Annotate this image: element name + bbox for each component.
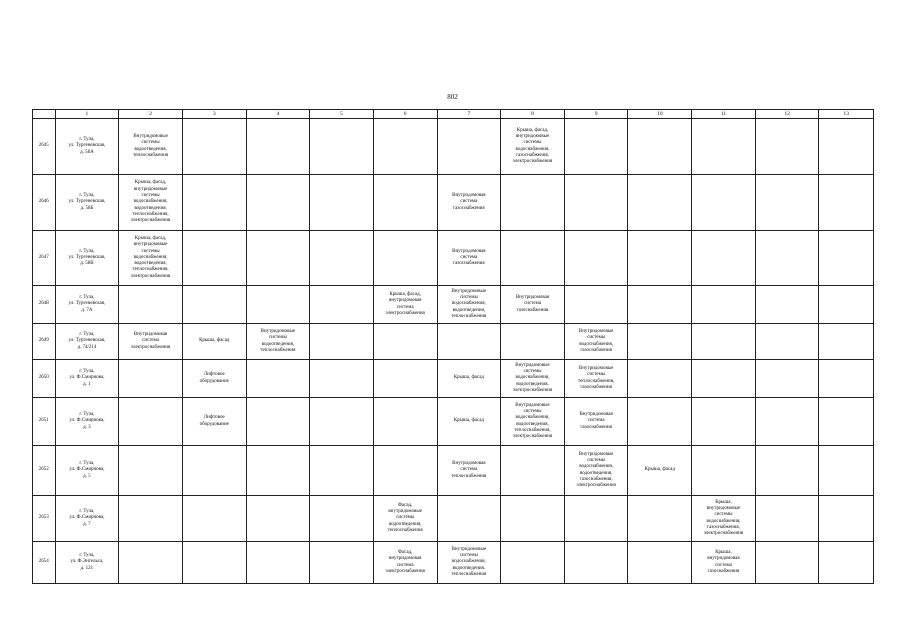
table-row bbox=[33, 175, 874, 231]
table-row bbox=[33, 286, 874, 324]
works-cell bbox=[501, 175, 565, 231]
works-cell bbox=[310, 360, 374, 398]
column-header: 9 bbox=[564, 110, 628, 119]
works-cell: Внутридомовая система газоснабжения bbox=[564, 398, 628, 446]
works-cell bbox=[182, 231, 246, 286]
page-number: 802 bbox=[447, 93, 458, 101]
works-cell: Внутридомовая система теплоснабжения bbox=[437, 446, 501, 496]
works-cell bbox=[755, 175, 819, 231]
works-cell bbox=[246, 496, 310, 542]
table-row bbox=[33, 360, 874, 398]
column-header: 1 bbox=[55, 110, 119, 119]
works-cell bbox=[692, 360, 756, 398]
works-cell bbox=[819, 542, 874, 584]
works-cell bbox=[119, 398, 183, 446]
address-cell: г. Тула, ул. Тургеневская, д. 58В bbox=[55, 231, 119, 286]
column-header: 7 bbox=[437, 110, 501, 119]
address-cell: г. Тула, ул. Тургеневская, д. 74/214 bbox=[55, 324, 119, 360]
works-cell bbox=[692, 231, 756, 286]
column-header: 5 bbox=[310, 110, 374, 119]
works-cell bbox=[182, 119, 246, 175]
works-cell bbox=[246, 542, 310, 584]
works-cell bbox=[692, 398, 756, 446]
works-cell: Фасад, внутридомовые системы водоотведения, теплоснабжения bbox=[373, 496, 437, 542]
works-cell bbox=[373, 446, 437, 496]
header-row bbox=[33, 110, 874, 119]
works-cell bbox=[437, 324, 501, 360]
works-cell: Внутридомовые системы водоснабжения, водоотведения, теплоснабжения bbox=[437, 286, 501, 324]
works-cell bbox=[310, 286, 374, 324]
row-number-cell: 2648 bbox=[33, 286, 56, 324]
works-cell bbox=[755, 398, 819, 446]
works-cell bbox=[246, 231, 310, 286]
works-cell: Крыша, внутридомовые системы водоснабжения, газоснабжения, электроснабжения bbox=[692, 496, 756, 542]
works-cell bbox=[310, 324, 374, 360]
works-cell: Лифтовое оборудование bbox=[182, 360, 246, 398]
column-header: 6 bbox=[373, 110, 437, 119]
works-cell: Крыша, фасад, внутридомовая система электроснабжения bbox=[373, 286, 437, 324]
works-cell: Крыша, фасад bbox=[182, 324, 246, 360]
works-cell bbox=[755, 542, 819, 584]
works-cell bbox=[819, 231, 874, 286]
works-cell: Внутридомовые системы теплоснабжения, газоснабжения bbox=[564, 360, 628, 398]
works-cell: Крыша, фасад bbox=[628, 446, 692, 496]
table-row bbox=[33, 324, 874, 360]
works-cell bbox=[628, 360, 692, 398]
column-header: 12 bbox=[755, 110, 819, 119]
works-cell bbox=[564, 175, 628, 231]
works-cell bbox=[246, 446, 310, 496]
column-header: 10 bbox=[628, 110, 692, 119]
works-cell bbox=[310, 398, 374, 446]
works-cell bbox=[119, 446, 183, 496]
works-cell bbox=[437, 119, 501, 175]
table-row bbox=[33, 119, 874, 175]
row-number-cell: 2649 bbox=[33, 324, 56, 360]
column-header: 11 bbox=[692, 110, 756, 119]
works-cell bbox=[819, 324, 874, 360]
works-cell bbox=[310, 119, 374, 175]
table-row bbox=[33, 398, 874, 446]
works-cell bbox=[373, 231, 437, 286]
row-number-cell: 2652 bbox=[33, 446, 56, 496]
works-cell bbox=[119, 496, 183, 542]
works-cell: Внутридомовые системы водоснабжения, водоотведения, электроснабжения bbox=[501, 360, 565, 398]
works-cell: Внутридомовая система газоснабжения bbox=[501, 286, 565, 324]
works-cell bbox=[692, 175, 756, 231]
works-cell bbox=[501, 446, 565, 496]
column-header: 8 bbox=[501, 110, 565, 119]
address-cell: г. Тула, ул. Тургеневская, д. 58А bbox=[55, 119, 119, 175]
works-cell: Внутридомовые системы водоотведения, теплоснабжения bbox=[119, 119, 183, 175]
header-cell-blank bbox=[33, 110, 56, 119]
works-cell bbox=[692, 119, 756, 175]
table-row bbox=[33, 542, 874, 584]
address-cell: г. Тула, ул. Тургеневская, д. 7А bbox=[55, 286, 119, 324]
works-cell: Внутридомовые системы водоснабжения, газоснабжения bbox=[564, 324, 628, 360]
column-header: 3 bbox=[182, 110, 246, 119]
address-cell: г. Тула, ул. Тургеневская, д. 58Б bbox=[55, 175, 119, 231]
works-cell bbox=[119, 542, 183, 584]
works-cell bbox=[755, 360, 819, 398]
works-cell: Крыша, фасад, внутридомовые системы водоснабжения, водоотведения, теплоснабжения, электроснабжения bbox=[119, 175, 183, 231]
works-cell bbox=[246, 360, 310, 398]
works-cell bbox=[182, 175, 246, 231]
works-cell bbox=[692, 286, 756, 324]
works-cell bbox=[628, 398, 692, 446]
table-row bbox=[33, 496, 874, 542]
works-cell: Лифтовое оборудование bbox=[182, 398, 246, 446]
works-cell bbox=[310, 175, 374, 231]
works-cell bbox=[501, 542, 565, 584]
row-number-cell: 2654 bbox=[33, 542, 56, 584]
works-cell bbox=[373, 398, 437, 446]
works-cell bbox=[246, 286, 310, 324]
works-cell bbox=[564, 119, 628, 175]
works-cell: Крыша, фасад, внутридомовые системы водоснабжения, газоснабжения, электроснабжения bbox=[501, 119, 565, 175]
address-cell: г. Тула, ул. Ф.Энгельса, д. 121 bbox=[55, 542, 119, 584]
works-cell bbox=[819, 286, 874, 324]
table-row bbox=[33, 231, 874, 286]
works-cell bbox=[755, 231, 819, 286]
works-cell bbox=[755, 119, 819, 175]
row-number-cell: 2647 bbox=[33, 231, 56, 286]
works-cell bbox=[373, 175, 437, 231]
works-cell bbox=[437, 496, 501, 542]
works-cell bbox=[564, 231, 628, 286]
works-cell bbox=[246, 119, 310, 175]
works-cell bbox=[819, 175, 874, 231]
works-cell bbox=[628, 542, 692, 584]
registry-table bbox=[32, 109, 874, 584]
works-cell bbox=[501, 231, 565, 286]
works-cell bbox=[628, 175, 692, 231]
works-cell bbox=[755, 324, 819, 360]
row-number-cell: 2653 bbox=[33, 496, 56, 542]
works-cell bbox=[628, 286, 692, 324]
works-cell bbox=[755, 446, 819, 496]
works-cell bbox=[692, 324, 756, 360]
works-cell: Крыша, внутридомовая система газоснабжения bbox=[692, 542, 756, 584]
works-cell bbox=[819, 360, 874, 398]
address-cell: г. Тула, ул. Ф.Смирнова, д. 7 bbox=[55, 496, 119, 542]
row-number-cell: 2650 bbox=[33, 360, 56, 398]
works-cell: Внутридомовые системы водоотведения, теплоснабжения bbox=[246, 324, 310, 360]
works-cell bbox=[310, 542, 374, 584]
works-cell bbox=[373, 360, 437, 398]
address-cell: г. Тула, ул. Ф.Смирнова, д. 5 bbox=[55, 446, 119, 496]
table-row bbox=[33, 446, 874, 496]
works-cell bbox=[246, 398, 310, 446]
works-cell bbox=[310, 496, 374, 542]
row-number-cell: 2645 bbox=[33, 119, 56, 175]
column-header: 2 bbox=[119, 110, 183, 119]
works-cell: Внутридомовые системы водоснабжения, водоотведения, теплоснабжения bbox=[437, 542, 501, 584]
works-cell bbox=[501, 496, 565, 542]
works-cell: Крыша, фасад bbox=[437, 360, 501, 398]
address-cell: г. Тула, ул. Ф.Смирнова, д. 1 bbox=[55, 360, 119, 398]
works-cell bbox=[755, 286, 819, 324]
works-cell bbox=[819, 398, 874, 446]
works-cell: Крыша, фасад bbox=[437, 398, 501, 446]
table-body bbox=[33, 119, 874, 584]
works-cell: Внутридомовая система газоснабжения bbox=[437, 175, 501, 231]
column-header: 13 bbox=[819, 110, 874, 119]
row-number-cell: 2646 bbox=[33, 175, 56, 231]
works-cell bbox=[628, 496, 692, 542]
works-cell: Внутридомовая система электроснабжения bbox=[119, 324, 183, 360]
works-cell bbox=[628, 324, 692, 360]
works-cell bbox=[119, 360, 183, 398]
works-cell bbox=[564, 286, 628, 324]
works-cell bbox=[182, 542, 246, 584]
works-cell bbox=[755, 496, 819, 542]
table-header bbox=[33, 110, 874, 119]
works-cell bbox=[628, 119, 692, 175]
address-cell: г. Тула, ул. Ф.Смирнова, д. 3 bbox=[55, 398, 119, 446]
works-cell bbox=[373, 324, 437, 360]
column-header: 4 bbox=[246, 110, 310, 119]
row-number-cell: 2651 bbox=[33, 398, 56, 446]
works-cell bbox=[182, 446, 246, 496]
works-cell bbox=[373, 119, 437, 175]
works-cell bbox=[819, 119, 874, 175]
works-cell: Крыша, фасад, внутридомовые системы водоснабжения, водоотведения, теплоснабжения, электроснабжения bbox=[119, 231, 183, 286]
works-cell: Фасад, внутридомовая система электроснабжения bbox=[373, 542, 437, 584]
works-cell bbox=[119, 286, 183, 324]
works-cell bbox=[182, 496, 246, 542]
works-cell bbox=[628, 231, 692, 286]
works-cell: Внутридомовая система газоснабжения bbox=[437, 231, 501, 286]
works-cell bbox=[819, 496, 874, 542]
works-cell bbox=[310, 231, 374, 286]
works-cell bbox=[501, 324, 565, 360]
works-cell: Внутридомовые системы водоснабжения, водоотведения, теплоснабжения, электроснабжения bbox=[501, 398, 565, 446]
works-cell bbox=[310, 446, 374, 496]
works-cell: Внутридомовые системы водоснабжения, водоотведения, газоснабжения, электроснабжения bbox=[564, 446, 628, 496]
works-cell bbox=[182, 286, 246, 324]
works-cell bbox=[692, 446, 756, 496]
works-cell bbox=[564, 542, 628, 584]
works-cell bbox=[819, 446, 874, 496]
works-cell bbox=[564, 496, 628, 542]
works-cell bbox=[246, 175, 310, 231]
